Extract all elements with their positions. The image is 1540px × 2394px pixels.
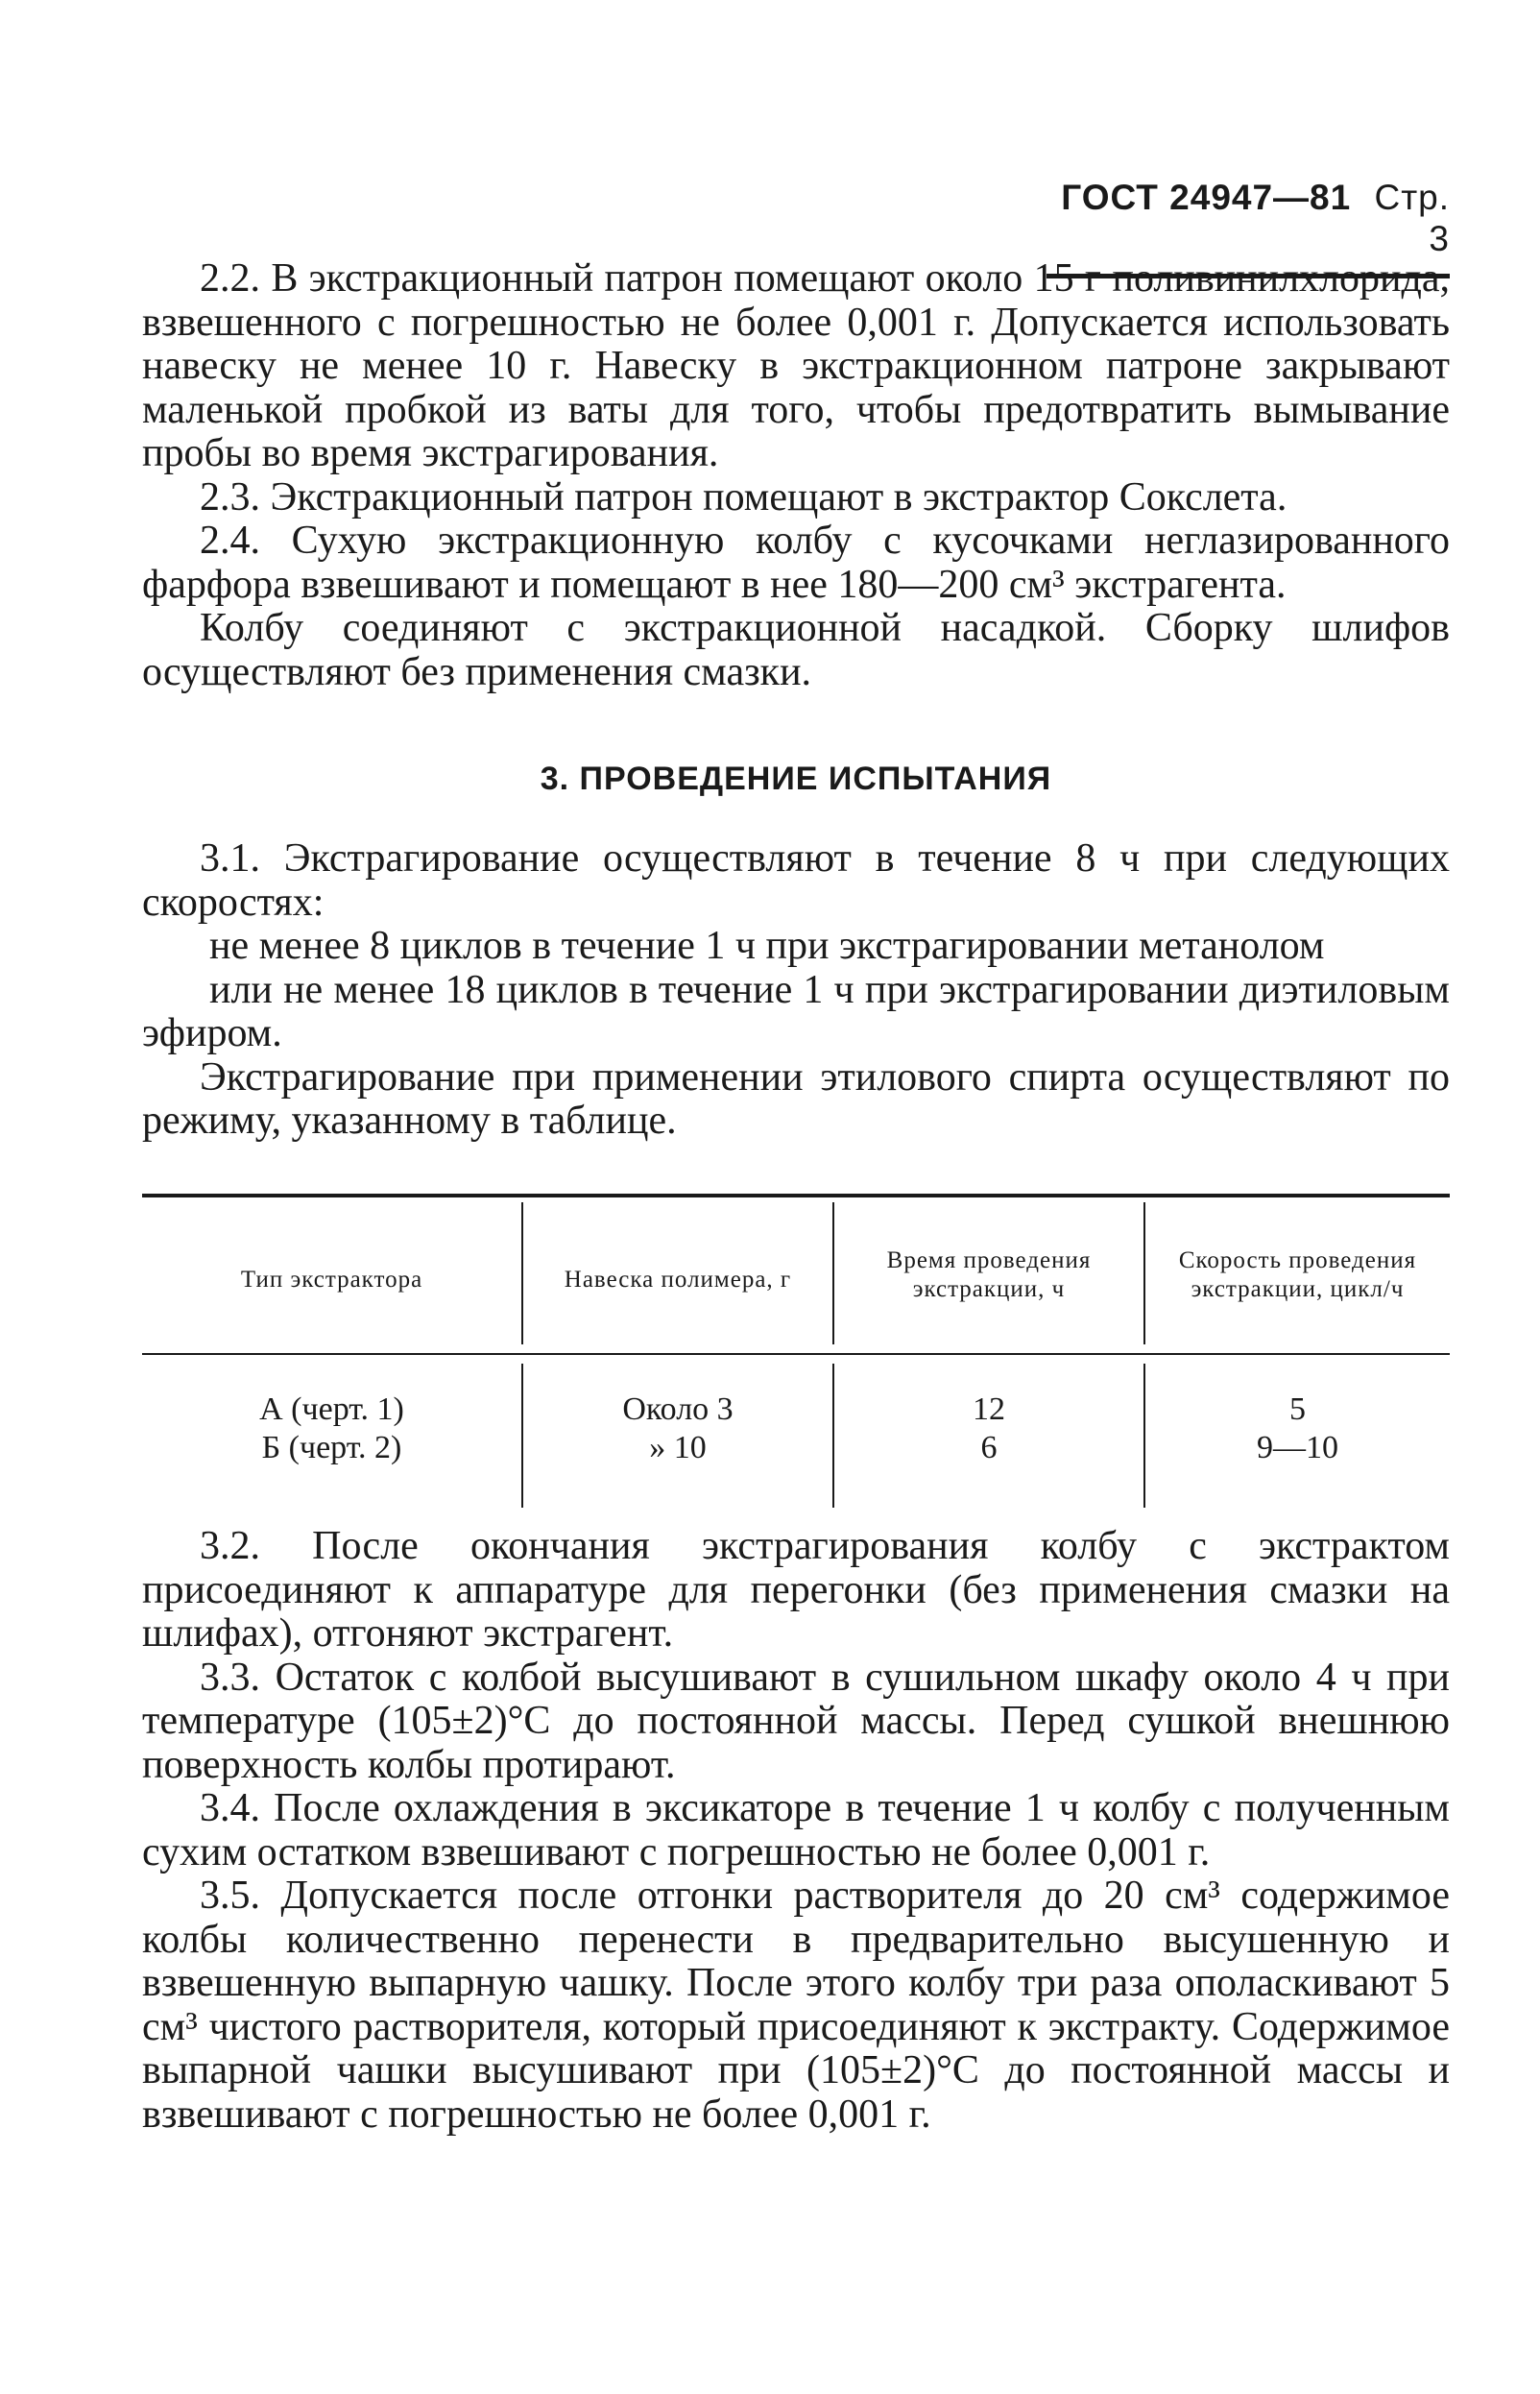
cell-rate: 5 [1289, 1391, 1306, 1427]
paragraph-methanol-rate: не менее 8 циклов в течение 1 ч при экстрагировании метанолом [209, 924, 1325, 968]
paragraph-flask-connection: Колбу соединяют с экстракционной насадкой. Сборку шлифов осуществляют без применения смазки. [142, 606, 1450, 694]
paragraph-ether-rate: или не менее 18 циклов в течение 1 ч при экстрагировании диэтиловым эфиром. [142, 967, 1450, 1055]
paragraph-3-5: 3.5. Допускается после отгонки растворителя до 20 см³ содержимое колбы количественно перенести в предварительно высушенную и взвешенную выпарную чашку. После этого колбу три раза ополаскивают 5 см³ чистого растворителя, который присоединяют к экстракту. Содержимое выпарной чашки высушивают при (105±2)°С до постоянной массы и взвешивают с погрешностью не более 0,001 г. [142, 1874, 1450, 2137]
paragraph-ethanol-mode: Экстрагирование при применении этилового спирта осуществляют по режиму, указанному в таблице. [142, 1054, 1450, 1143]
cell-duration: 12 [973, 1391, 1005, 1427]
paragraph-3-3: 3.3. Остаток с колбой высушивают в сушильном шкафу около 4 ч при температуре (105±2)°С до постоянной массы. Перед сушкой внешнюю поверхность колбы протирают. [142, 1655, 1450, 1787]
section-3-continued [142, 1525, 1450, 2137]
column-header-sample-mass: Навеска полимера, г [564, 1267, 792, 1293]
section-2-text [142, 257, 1450, 694]
table-header-rule [142, 1353, 1450, 1355]
column-header-rate: Скорость проведения экстракции, цикл/ч [1178, 1247, 1417, 1302]
paragraph-3-2: 3.2. После окончания экстрагирования колбу с экстрактом присоединяют к аппаратуре для перегонки (без применения смазки на шлифах), отгоняют экстрагент. [142, 1524, 1450, 1656]
column-header-extractor-type: Тип экстрактора [240, 1267, 423, 1293]
section-3-title: 3. ПРОВЕДЕНИЕ ИСПЫТАНИЯ [540, 761, 1052, 797]
cell-duration: 6 [980, 1430, 998, 1465]
paragraph-2-2: 2.2. В экстракционный патрон помещают около 15 г поливинилхлорида, взвешенного с погрешностью не более 0,001 г. Допускается использовать навеску не менее 10 г. Навеску в экстракционном патроне закрывают маленькой пробкой из ваты для того, чтобы предотвратить вымывание пробы во время экстрагирования. [142, 256, 1450, 475]
cell-extractor-type: А (черт. 1) [259, 1391, 404, 1427]
column-header-duration: Время проведения экстракции, ч [886, 1247, 1092, 1302]
paragraph-3-1: 3.1. Экстрагирование осуществляют в течение 8 ч при следующих скоростях: [142, 836, 1450, 925]
paragraph-2-3: 2.3. Экстракционный патрон помещают в экстрактор Сокслета. [200, 474, 1287, 520]
paragraph-3-4: 3.4. После охлаждения в эксикаторе в течение 1 ч колбу с полученным сухим остатком взвешивают с погрешностью не более 0,001 г. [142, 1786, 1450, 1874]
cell-rate: 9—10 [1257, 1430, 1338, 1465]
cell-extractor-type: Б (черт. 2) [261, 1430, 402, 1465]
cell-sample-mass: Около 3 [622, 1391, 734, 1427]
cell-sample-mass: » 10 [649, 1430, 707, 1465]
table-top-rule [142, 1194, 1450, 1197]
section-3-intro [142, 837, 1450, 1144]
page-number: Стр. 3 [1374, 178, 1450, 258]
standard-number: ГОСТ 24947—81 [1061, 178, 1352, 217]
paragraph-2-4: 2.4. Сухую экстракционную колбу с кусочками неглазированного фарфора взвешивают и помещают в нее 180—200 см³ экстрагента. [142, 519, 1450, 607]
